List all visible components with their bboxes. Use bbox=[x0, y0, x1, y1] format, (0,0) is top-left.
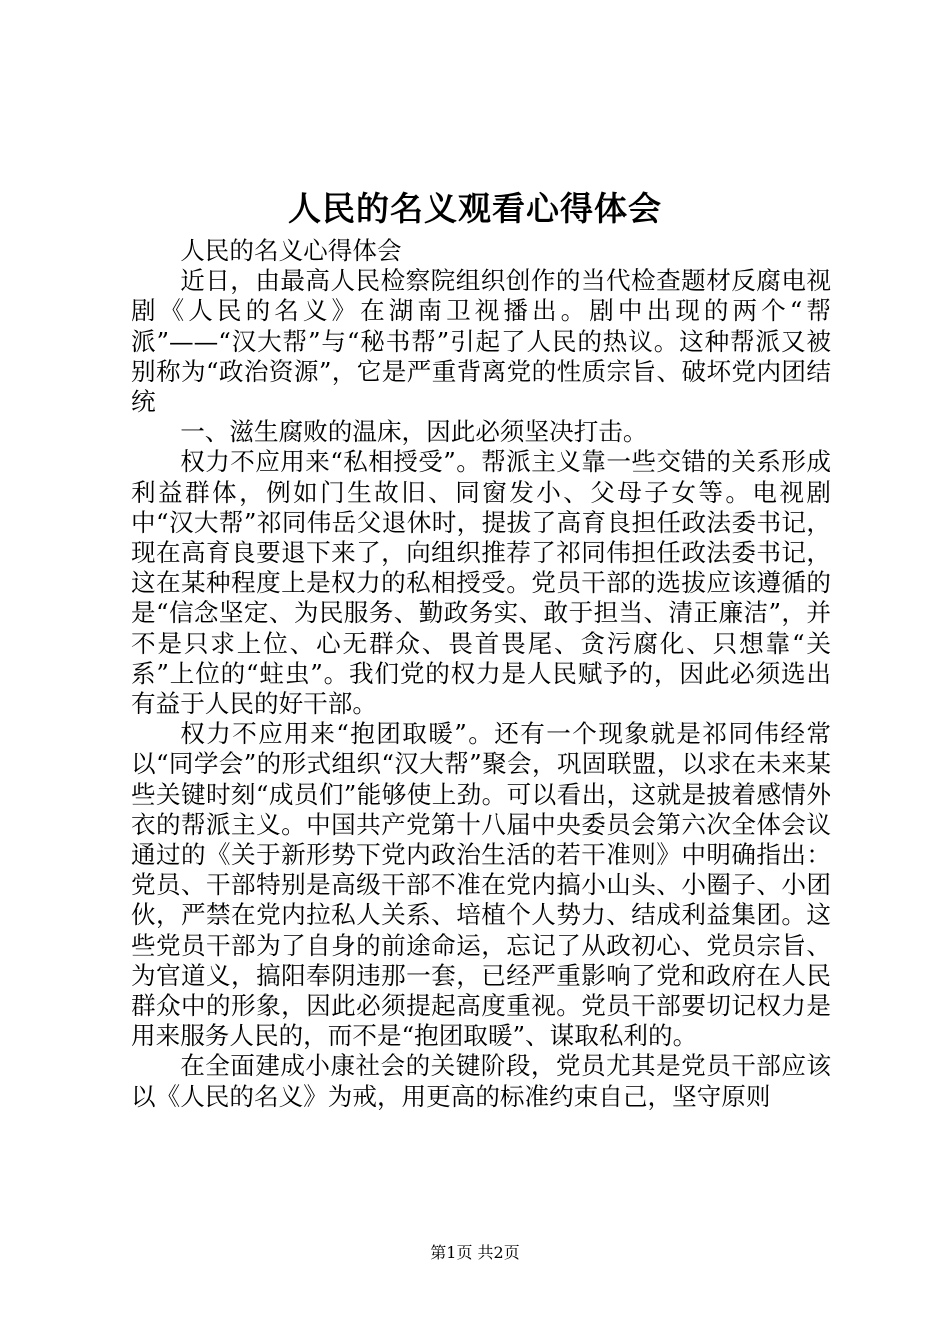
paragraph-subtitle: 人民的名义心得体会 bbox=[180, 236, 402, 265]
document-title: 人民的名义观看心得体会 bbox=[288, 189, 662, 228]
paragraph-group-warmth: 权力不应用来“抱团取暖”。还有一个现象就是祁同伟经常以“同学会”的形式组织“汉大帮”聚会，巩固联盟，以求在未来某些关键时刻“成员们”能够使上劲。可以看出，这就是披着感情外衣的帮派主义。中国共产党第十八届中央委员会第六次全体会议通过的《关于新形势下党内政治生活的若干准则》中明确指出：党员、干部特别是高级干部不准在党内搞小山头、小圈子、小团伙，严禁在党内拉私人关系、培植个人势力、结成利益集团。这些党员干部为了自身的前途命运，忘记了从政初心、党员宗旨、为官道义，搞阳奉阴违那一套，已经严重影响了党和政府在人民群众中的形象，因此必须提起高度重视。党员干部要切记权力是用来服务人民的，而不是“抱团取暖”、谋取私利的。 bbox=[131, 719, 831, 1051]
paragraph-private-transfer: 权力不应用来“私相授受”。帮派主义靠一些交错的关系形成利益群体，例如门生故旧、同窗发小、父母子女等。电视剧中“汉大帮”祁同伟岳父退休时，提拔了高育良担任政法委书记，现在高育良要退下来了，向组织推荐了祁同伟担任政法委书记，这在某种程度上是权力的私相授受。党员干部的选拔应该遵循的是“信念坚定、为民服务、勤政务实、敢于担当、清正廉洁”，并不是只求上位、心无群众、畏首畏尾、贪污腐化、只想靠“关系”上位的“蛀虫”。我们党的权力是人民赋予的，因此必须选出有益于人民的好干部。 bbox=[131, 447, 831, 719]
page-number-footer: 第1页 共2页 bbox=[430, 1243, 520, 1262]
paragraph-intro: 近日，由最高人民检察院组织创作的当代检查题材反腐电视剧《人民的名义》在湖南卫视播出。剧中出现的两个“帮派”——“汉大帮”与“秘书帮”引起了人民的热议。这种帮派又被别称为“政治资源”，它是严重背离党的性质宗旨、破坏党内团结统 bbox=[131, 266, 831, 417]
paragraph-conclusion: 在全面建成小康社会的关键阶段，党员尤其是党员干部应该以《人民的名义》为戒，用更高的标准约束自己，坚守原则 bbox=[131, 1051, 831, 1111]
paragraph-section-heading: 一、滋生腐败的温床，因此必须坚决打击。 bbox=[180, 417, 648, 447]
document-body bbox=[131, 236, 831, 1112]
